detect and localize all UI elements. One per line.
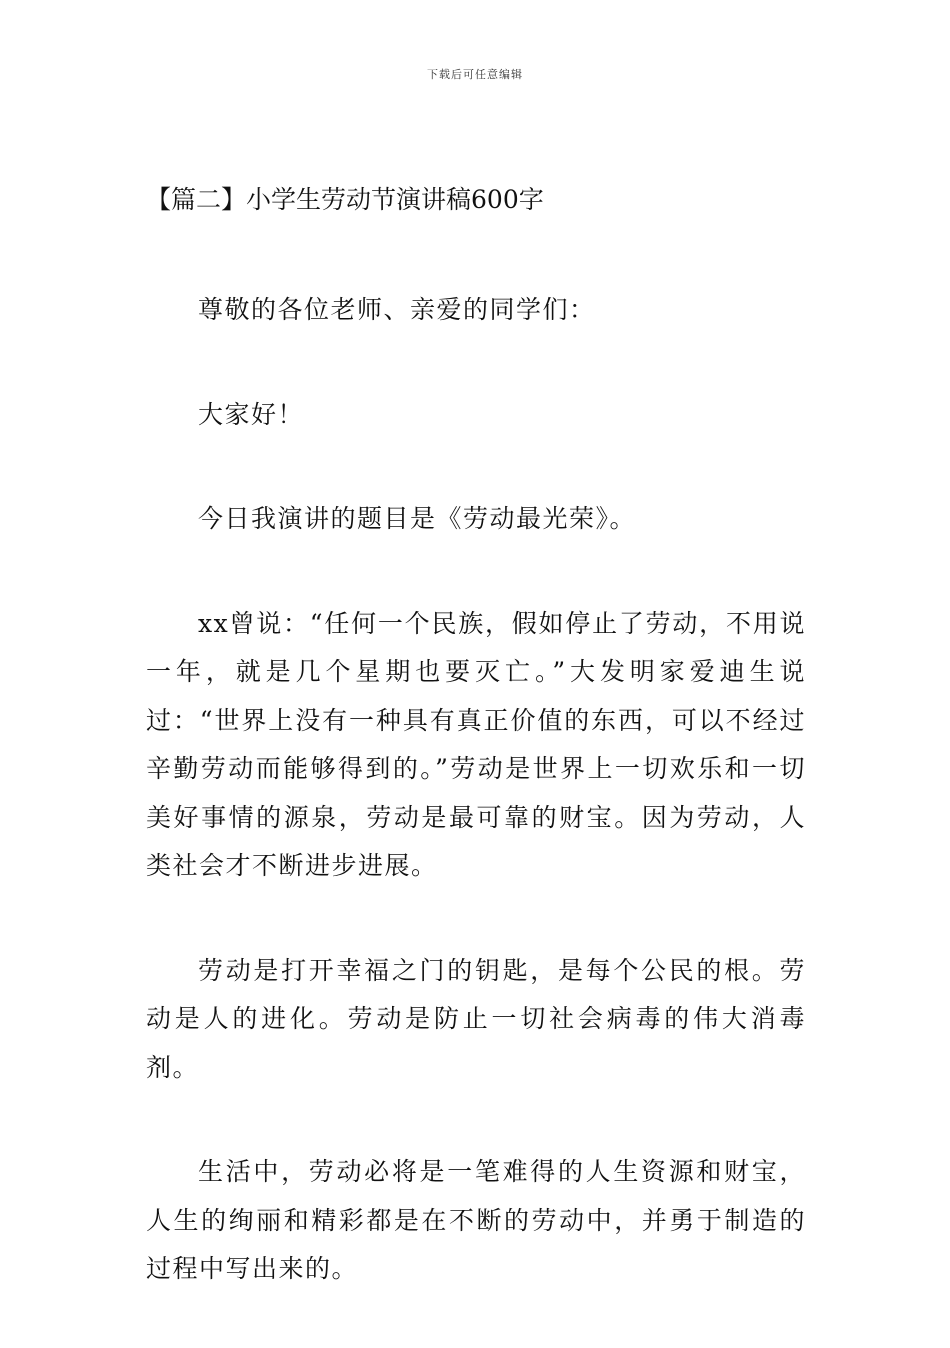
document-title: 【篇二】小学生劳动节演讲稿600字	[146, 185, 544, 214]
paragraph-topic: 今日我演讲的题目是《劳动最光荣》。	[198, 504, 637, 533]
page-header-note: 下载后可任意编辑	[427, 68, 523, 81]
paragraph-hello: 大家好！	[198, 399, 305, 429]
paragraph-greeting: 尊敬的各位老师、亲爱的同学们：	[198, 295, 596, 324]
paragraph-labor-key: 劳动是打开幸福之门的钥匙，是每个公民的根。劳动是人的进化。劳动是防止一切社会病毒的伟大消毒剂。	[146, 955, 806, 1082]
document-body	[146, 176, 806, 1348]
paragraph-quotes: xx曾说：“任何一个民族，假如停止了劳动，不用说一年，就是几个星期也要灭亡。”大发明家爱迪生说过：“世界上没有一种具有真正价值的东西，可以不经过辛勤劳动而能够得到的。”劳动是世界上一切欢乐和一切美好事情的源泉，劳动是最可靠的财宝。因为劳动，人类社会才不断进步进展。	[146, 608, 806, 880]
paragraph-life: 生活中，劳动必将是一笔难得的人生资源和财宝，人生的绚丽和精彩都是在不断的劳动中，并勇于制造的过程中写出来的。	[146, 1157, 806, 1283]
